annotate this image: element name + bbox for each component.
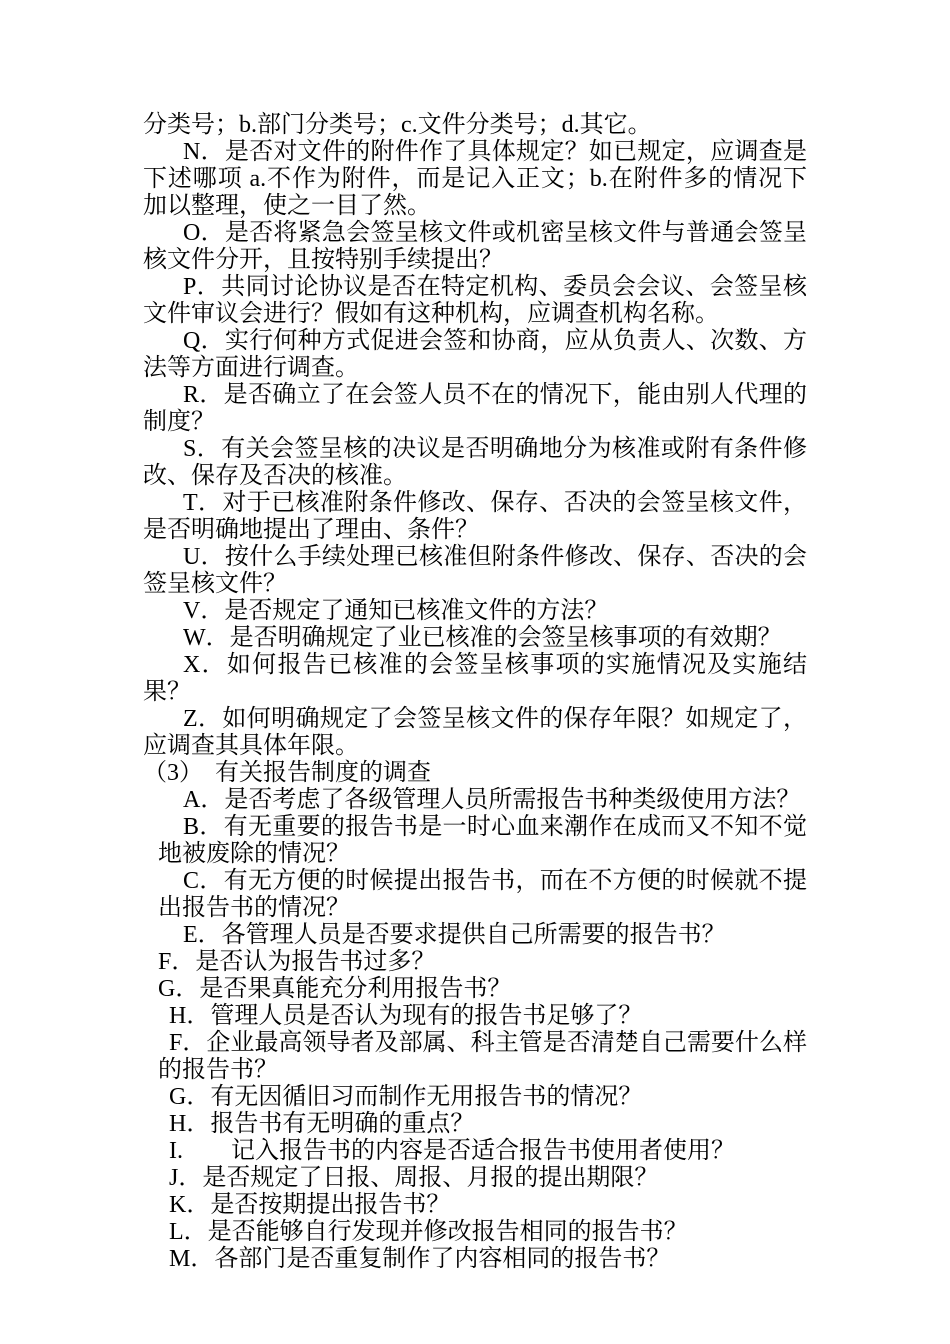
paragraph: W．是否明确规定了业已核准的会签呈核事项的有效期？ <box>183 625 782 651</box>
paragraph: H．管理人员是否认为现有的报告书足够了？ <box>169 1003 643 1029</box>
paragraph: G．有无因循旧习而制作无用报告书的情况？ <box>169 1084 643 1110</box>
paragraph: V．是否规定了通知已核准文件的方法？ <box>183 598 609 624</box>
paragraph: Q．实行何种方式促进会签和协商，应从负责人、次数、方法等方面进行调查。 <box>143 328 807 381</box>
paragraph: K．是否按期提出报告书？ <box>169 1192 451 1218</box>
paragraph: P．共同讨论协议是否在特定机构、委员会会议、会签呈核文件审议会进行？假如有这种机构，应调查机构名称。 <box>143 274 807 327</box>
paragraph: C．有无方便的时候提出报告书，而在不方便的时候就不提出报告书的情况？ <box>158 868 807 921</box>
paragraph: O．是否将紧急会签呈核文件或机密呈核文件与普通会签呈核文件分开，且按特别手续提出？ <box>143 220 807 273</box>
paragraph: J．是否规定了日报、周报、月报的提出期限？ <box>169 1165 659 1191</box>
paragraph: F．企业最高领导者及部属、科主管是否清楚自己需要什么样的报告书？ <box>158 1030 807 1083</box>
paragraph: R．是否确立了在会签人员不在的情况下，能由别人代理的制度？ <box>143 382 807 435</box>
paragraph: L．是否能够自行发现并修改报告相同的报告书？ <box>169 1219 688 1245</box>
paragraph: I. 记入报告书的内容是否适合报告书使用者使用？ <box>169 1138 735 1164</box>
paragraph: X．如何报告已核准的会签呈核事项的实施情况及实施结果？ <box>143 652 807 705</box>
paragraph: T．对于已核准附条件修改、保存、否决的会签呈核文件，是否明确地提出了理由、条件？ <box>143 490 807 543</box>
paragraph: Z．如何明确规定了会签呈核文件的保存年限？如规定了，应调查其具体年限。 <box>143 706 807 759</box>
paragraph: A．是否考虑了各级管理人员所需报告书种类级使用方法？ <box>183 787 801 813</box>
section-heading: （3） 有关报告制度的调查 <box>143 760 431 786</box>
paragraph: M．各部门是否重复制作了内容相同的报告书？ <box>169 1246 671 1272</box>
paragraph: F．是否认为报告书过多？ <box>158 949 436 975</box>
paragraph: U．按什么手续处理已核准但附条件修改、保存、否决的会签呈核文件？ <box>143 544 807 597</box>
paragraph: 分类号；b.部门分类号；c.文件分类号；d.其它。 <box>143 112 652 138</box>
paragraph: B．有无重要的报告书是一时心血来潮作在成而又不知不觉地被废除的情况？ <box>158 814 807 867</box>
document-body <box>143 112 807 1273</box>
paragraph: N．是否对文件的附件作了具体规定？如已规定，应调查是下述哪项 a.不作为附件，而是记入正文；b.在附件多的情况下加以整理，使之一目了然。 <box>143 139 807 219</box>
paragraph: G．是否果真能充分利用报告书？ <box>158 976 512 1002</box>
paragraph: H．报告书有无明确的重点？ <box>169 1111 475 1137</box>
paragraph: S．有关会签呈核的决议是否明确地分为核准或附有条件修改、保存及否决的核准。 <box>143 436 807 489</box>
paragraph: E．各管理人员是否要求提供自己所需要的报告书？ <box>183 922 726 948</box>
